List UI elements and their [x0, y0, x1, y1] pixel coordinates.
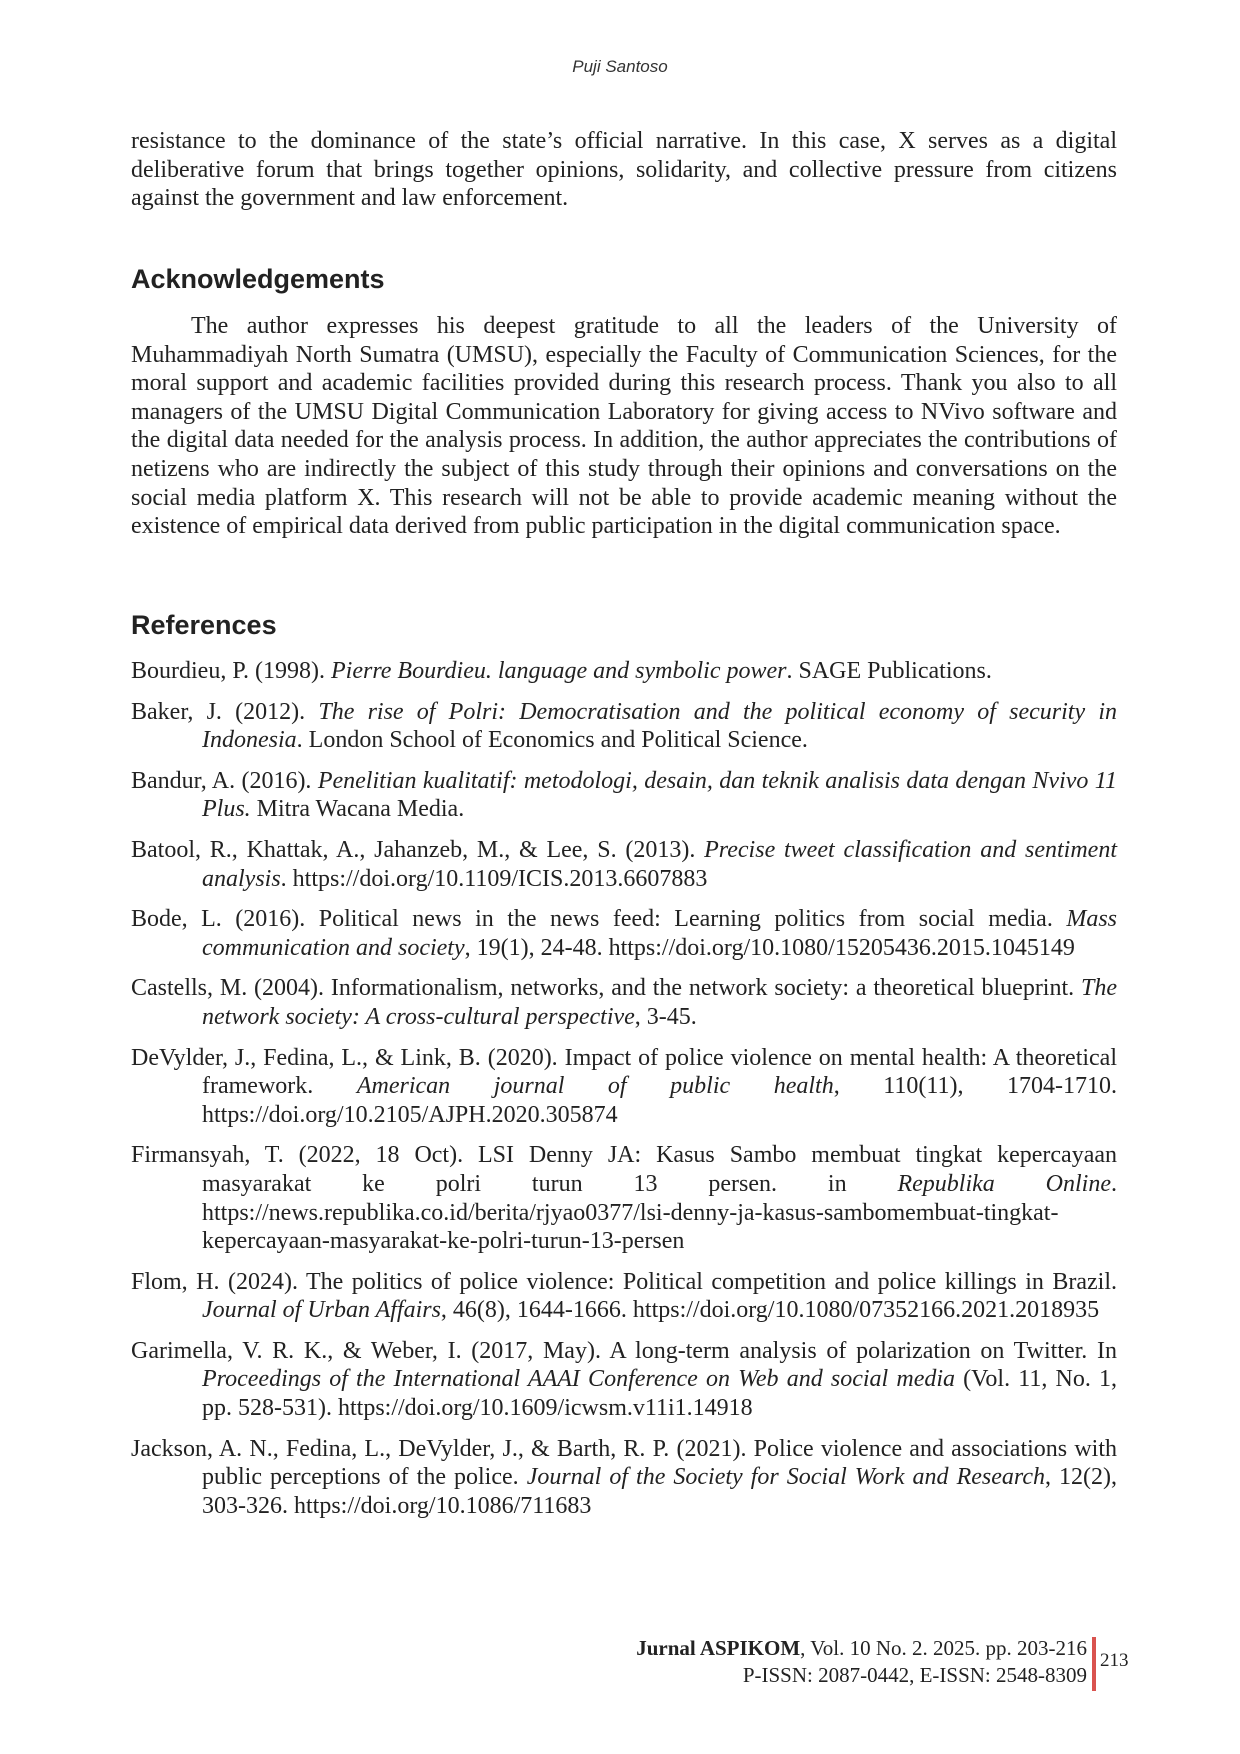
- reference-source: , 19(1), 24-48. https://doi.org/10.1080/15205436.2015.1045149: [464, 934, 1075, 961]
- reference-source: . SAGE Publications.: [786, 658, 992, 684]
- acknowledgements-section: [131, 264, 1117, 295]
- reference-text: Garimella, V. R. K., & Weber, I. (2017, May). A long-term analysis of polarization on Twitter. In: [131, 1337, 1117, 1364]
- reference-entry: [131, 1435, 1117, 1521]
- reference-title: American journal of public health: [356, 1073, 834, 1100]
- reference-source: , 46(8), 1644-1666. https://doi.org/10.1080/07352166.2021.2018935: [440, 1297, 1100, 1324]
- reference-title: Mass communication and society: [202, 906, 1117, 961]
- reference-title: Pierre Bourdieu. language and symbolic power: [331, 658, 787, 684]
- acknowledgements-paragraph: The author expresses his deepest gratitude to all the leaders of the University of Muhammadiyah North Sumatra (UMSU), especially the Faculty of Communication Sciences, for the moral support and academic facilities provided during this research process. Thank you also to all managers of the UMSU Digital Communication Laboratory for giving access to NVivo software and the digital data needed for the analysis process. In addition, the author appreciates the contributions of netizens who are indirectly the subject of this study through their opinions and conversations on the social media platform X. This research will not be able to provide academic meaning without the existence of empirical data derived from public participation in the digital communication space.: [131, 313, 1117, 540]
- reference-title: Proceedings of the International AAAI Conference on Web and social media: [202, 1366, 956, 1393]
- page-number: 213: [1100, 1650, 1129, 1671]
- reference-title: Journal of Urban Affairs: [202, 1297, 441, 1324]
- journal-name: Jurnal ASPIKOM: [636, 1636, 801, 1660]
- reference-title: Precise tweet classification and sentiment analysis: [202, 836, 1117, 892]
- running-head: Puji Santoso: [572, 57, 668, 76]
- reference-source: , 3-45.: [634, 1003, 697, 1030]
- reference-text: Castells, M. (2004). Informationalism, networks, and the network society: a theoretical blueprint.: [131, 975, 1081, 1002]
- reference-text: Jackson, A. N., Fedina, L., DeVylder, J., & Barth, R. P. (2021). Police violence and associations with public perceptions of the police.: [131, 1435, 1117, 1491]
- reference-source: . https://doi.org/10.1109/ICIS.2013.6607883: [280, 865, 708, 892]
- journal-details: , Vol. 10 No. 2. 2025. pp. 203-216: [800, 1636, 1087, 1660]
- intro-paragraph: resistance to the dominance of the state’s official narrative. In this case, X serves as a digital deliberative forum that brings together opinions, solidarity, and collective pressure from citizens against the government and law enforcement.: [131, 128, 1117, 212]
- journal-footer: [636, 1635, 1087, 1689]
- reference-title: The network society: A cross-cultural perspective: [202, 975, 1117, 1030]
- reference-text: Baker, J. (2012).: [131, 698, 319, 725]
- references-section: [131, 610, 1117, 641]
- reference-text: Flom, H. (2024). The politics of police violence: Political competition and police killings in Brazil.: [131, 1268, 1117, 1295]
- reference-title: The rise of Polri: Democratisation and the political economy of security in Indonesia: [202, 698, 1118, 754]
- footer-citation-line: [636, 1635, 1087, 1662]
- reference-entry: [131, 1141, 1117, 1255]
- reference-entry: [131, 1337, 1117, 1423]
- footer-issn: P-ISSN: 2087-0442, E-ISSN: 2548-8309: [742, 1663, 1087, 1687]
- acknowledgements-body: [131, 312, 1117, 541]
- reference-title: Journal of the Society for Social Work and Research: [526, 1464, 1045, 1491]
- reference-text: Bourdieu, P. (1998).: [131, 658, 331, 684]
- reference-source: . https://news.republika.co.id/berita/rjyao0377/lsi-denny-ja-kasus-sambomembuat-tingkat-kepercayaan-masyarakat-ke-polri-turun-13-persen: [202, 1170, 1117, 1255]
- reference-text: Firmansyah, T. (2022, 18 Oct). LSI Denny JA: Kasus Sambo membuat tingkat kepercayaan masyarakat ke polri turun 13 persen. in: [131, 1142, 1117, 1197]
- reference-source: (Vol. 11, No. 1, pp. 528-531). https://doi.org/10.1609/icwsm.v11i1.14918: [202, 1366, 1117, 1422]
- reference-text: Batool, R., Khattak, A., Jahanzeb, M., & Lee, S. (2013).: [131, 836, 705, 863]
- reference-title: Penelitian kualitatif: metodologi, desain, dan teknik analisis data dengan Nvivo 11 Plus.: [202, 767, 1117, 823]
- acknowledgements-heading: Acknowledgements: [131, 264, 385, 294]
- page-number-bar: [1092, 1637, 1096, 1691]
- reference-entry: [131, 1268, 1117, 1325]
- reference-source: . London School of Economics and Political Science.: [296, 727, 808, 754]
- references-heading: References: [131, 610, 277, 640]
- reference-entry: [131, 767, 1117, 824]
- reference-text: Bode, L. (2016). Political news in the news feed: Learning politics from social media.: [131, 906, 1067, 933]
- reference-source: Mitra Wacana Media.: [250, 796, 465, 823]
- reference-entry: [131, 1044, 1117, 1130]
- reference-entry: [131, 905, 1117, 962]
- reference-text: DeVylder, J., Fedina, L., & Link, B. (2020). Impact of police violence on mental health: A theoretical framework.: [131, 1044, 1117, 1100]
- reference-entry: [131, 698, 1117, 755]
- reference-text: Bandur, A. (2016).: [131, 767, 318, 794]
- reference-entry: [131, 836, 1117, 893]
- reference-title: Republika Online: [897, 1170, 1111, 1197]
- reference-entry: [131, 657, 1117, 686]
- reference-source: , 12(2), 303-326. https://doi.org/10.1086/711683: [202, 1464, 1118, 1519]
- intro-section: [131, 127, 1117, 213]
- reference-list: [131, 657, 1117, 1532]
- reference-entry: [131, 974, 1117, 1031]
- reference-source: , 110(11), 1704-1710. https://doi.org/10.2105/AJPH.2020.305874: [202, 1073, 1118, 1128]
